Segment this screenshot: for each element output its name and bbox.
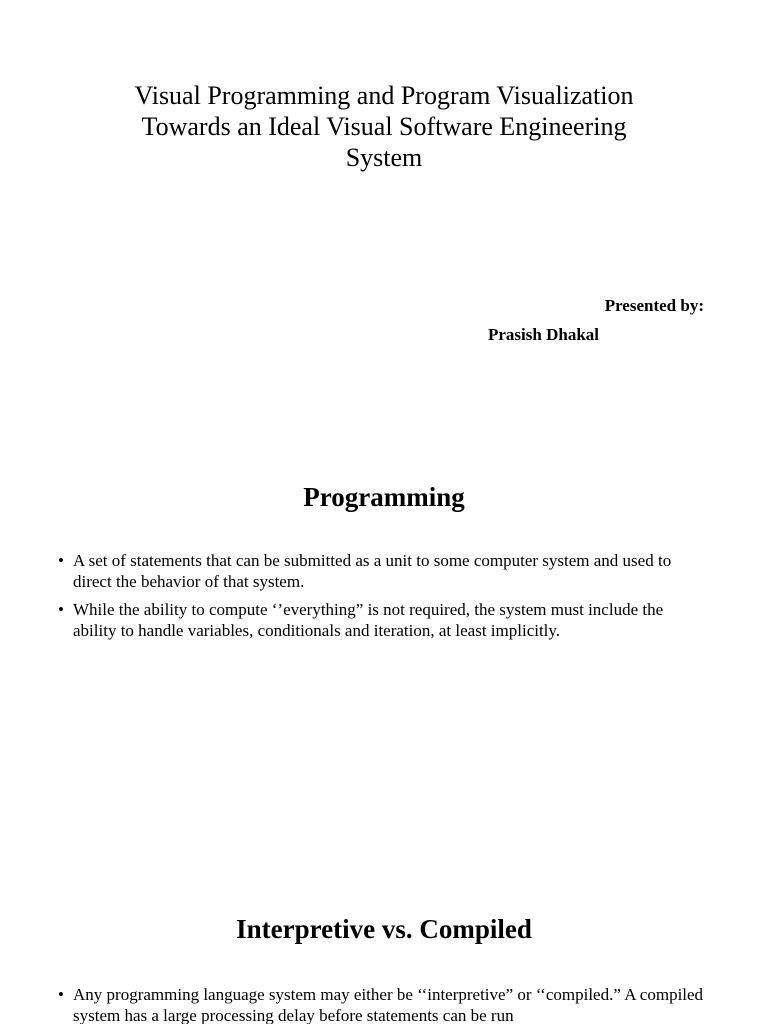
bullet-item: [58, 550, 708, 592]
bullet-icon: •: [58, 985, 64, 1004]
bullet-text: A set of statements that can be submitted as a unit to some computer system and used to direct the behavior of that system.: [73, 551, 672, 591]
title-line-2: Towards an Ideal Visual Software Engineering: [141, 112, 627, 141]
programming-slide: [0, 460, 768, 900]
title-line-3: System: [345, 143, 423, 172]
slide-heading: Interpretive vs. Compiled: [236, 914, 532, 944]
bullet-list: [58, 984, 708, 1024]
bullet-item: [58, 599, 708, 641]
bullet-text: While the ability to compute ‘’everything” is not required, the system must include the ability to handle variables, conditionals and iteration, at least implicitly.: [73, 600, 664, 640]
bullet-icon: •: [58, 600, 64, 619]
title-line-1: Visual Programming and Program Visualization: [134, 81, 634, 110]
presented-by-label: Presented by:: [604, 296, 704, 315]
bullet-list: [58, 550, 708, 648]
bullet-item: [58, 984, 708, 1024]
bullet-text: Any programming language system may either be ‘‘interpretive” or ‘‘compiled.” A compiled system has a large processing delay before statements can be run: [73, 985, 704, 1024]
slide-heading: Programming: [303, 482, 465, 512]
presenter-name: Prasish Dhakal: [488, 325, 599, 344]
slide-title: [60, 80, 708, 173]
title-slide: [0, 0, 768, 460]
interpretive-vs-compiled-slide: [0, 900, 768, 1024]
bullet-icon: •: [58, 551, 64, 570]
